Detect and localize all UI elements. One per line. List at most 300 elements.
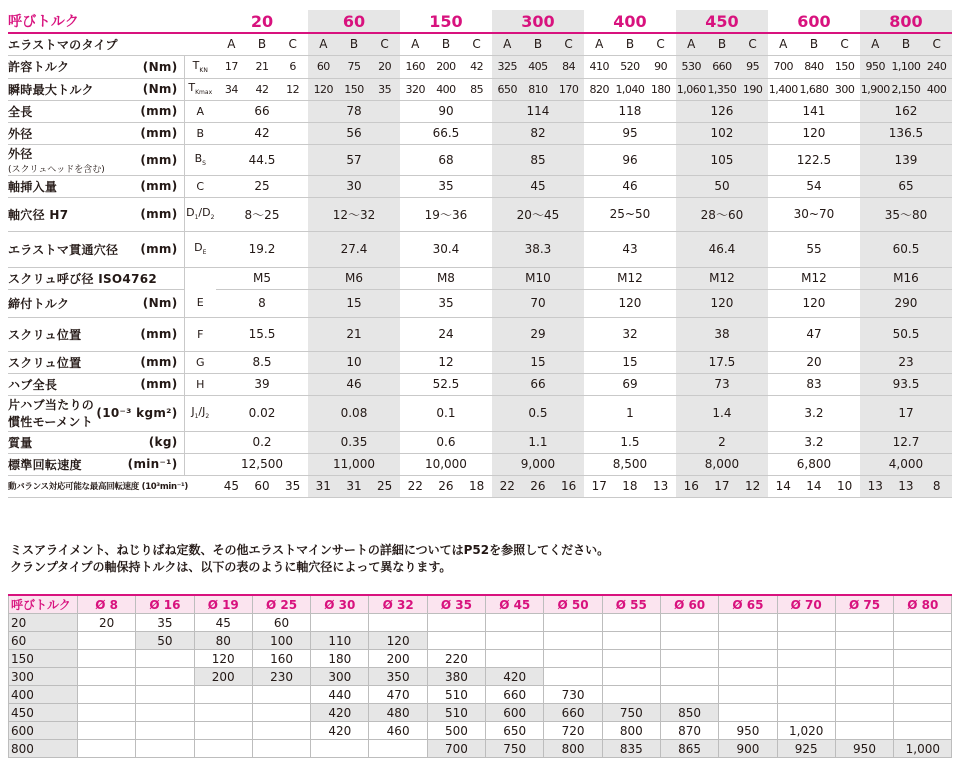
value-cell: 85 <box>461 78 492 100</box>
value-cell: 46 <box>308 373 400 395</box>
row-label-text: 外径 <box>8 126 33 141</box>
clamp-torque: 600 <box>9 722 78 740</box>
value-cell: 8,000 <box>676 453 768 475</box>
clamp-cell <box>719 704 777 722</box>
clamp-cell <box>835 632 893 650</box>
value-cell: 950 <box>860 55 891 78</box>
row-label-text: 許容トルク <box>8 60 70 74</box>
elastomer-type: A <box>860 33 891 55</box>
value-cell: 1.1 <box>492 431 584 453</box>
value-cell: 840 <box>799 55 830 78</box>
clamp-cell: 45 <box>194 614 252 632</box>
clamp-cell: 660 <box>486 686 544 704</box>
value-cell: 15.5 <box>216 317 308 351</box>
size-header: 150 <box>400 10 492 33</box>
clamp-cell <box>894 704 952 722</box>
diameter-header: Ø 45 <box>486 595 544 614</box>
value-cell: 12～32 <box>308 197 400 231</box>
value-cell: 12.7 <box>860 431 952 453</box>
symbol-cell <box>184 144 216 175</box>
clamp-cell <box>194 740 252 758</box>
row-label-text: 締付トルク <box>8 296 70 311</box>
value-cell: 650 <box>492 78 523 100</box>
value-cell: M8 <box>400 267 492 289</box>
clamp-cell: 160 <box>252 650 310 668</box>
symbol: E <box>196 296 204 310</box>
header-corner: 呼びトルク <box>8 10 216 33</box>
value-cell: 25~50 <box>584 197 676 231</box>
clamp-cell: 850 <box>660 704 718 722</box>
value-cell: 19～36 <box>400 197 492 231</box>
diameter-header: Ø 30 <box>311 595 369 614</box>
clamp-cell: 730 <box>544 686 602 704</box>
row-label-text: 標準回転速度 <box>8 457 82 472</box>
row-unit: (mm) <box>140 179 178 193</box>
symbol-cell <box>184 373 216 395</box>
value-cell: 400 <box>921 78 952 100</box>
clamp-cell <box>486 614 544 632</box>
row-label <box>8 395 184 431</box>
value-cell: 28～60 <box>676 197 768 231</box>
value-cell: 52.5 <box>400 373 492 395</box>
clamp-torque: 60 <box>9 632 78 650</box>
value-cell: 240 <box>921 55 952 78</box>
value-cell: 1,040 <box>615 78 646 100</box>
row-label: エラストマのタイプ <box>8 33 216 55</box>
clamp-cell <box>136 722 194 740</box>
value-cell: 150 <box>339 78 370 100</box>
row-unit: (Nm) <box>142 82 178 96</box>
value-cell: 50.5 <box>860 317 952 351</box>
row-unit: (Nm) <box>142 296 178 310</box>
value-cell: 35 <box>369 78 400 100</box>
value-cell: 12,500 <box>216 453 308 475</box>
value-cell: 120 <box>768 289 860 317</box>
symbol-cell <box>184 453 216 475</box>
clamp-cell <box>311 614 369 632</box>
value-cell: 57 <box>308 144 400 175</box>
value-cell: 150 <box>829 55 860 78</box>
clamp-cell <box>719 668 777 686</box>
row-unit: (10⁻³ kgm²) <box>96 406 178 420</box>
symbol: H <box>196 377 205 391</box>
row-label <box>8 55 184 78</box>
clamp-cell: 1,000 <box>894 740 952 758</box>
clamp-cell: 200 <box>194 668 252 686</box>
clamp-torque: 450 <box>9 704 78 722</box>
row-unit: (mm) <box>140 104 178 118</box>
value-cell: 31 <box>339 475 370 497</box>
value-cell: 118 <box>584 100 676 122</box>
value-cell: 45 <box>216 475 247 497</box>
clamp-cell <box>78 650 136 668</box>
value-cell: 66 <box>492 373 584 395</box>
row-label-text: スクリュ位置 <box>8 327 82 342</box>
clamp-cell: 750 <box>486 740 544 758</box>
clamp-cell <box>486 632 544 650</box>
clamp-cell: 510 <box>427 704 485 722</box>
symbol: B <box>194 151 203 165</box>
value-cell: 15 <box>492 351 584 373</box>
clamp-cell: 950 <box>835 740 893 758</box>
clamp-cell <box>894 614 952 632</box>
clamp-torque: 400 <box>9 686 78 704</box>
value-cell: 12 <box>277 78 308 100</box>
value-cell: M12 <box>676 267 768 289</box>
value-cell: 136.5 <box>860 122 952 144</box>
value-cell: 31 <box>308 475 339 497</box>
clamp-cell <box>252 722 310 740</box>
value-cell: 405 <box>523 55 554 78</box>
value-cell: 3.2 <box>768 431 860 453</box>
row-unit: (kg) <box>148 435 178 449</box>
diameter-header: Ø 75 <box>835 595 893 614</box>
value-cell: 21 <box>247 55 278 78</box>
value-cell: 530 <box>676 55 707 78</box>
value-cell: 60.5 <box>860 231 952 267</box>
row-label <box>8 231 184 267</box>
clamp-cell <box>602 632 660 650</box>
clamp-cell <box>777 650 835 668</box>
symbol-cell <box>184 267 216 289</box>
value-cell: 8,500 <box>584 453 676 475</box>
symbol-cell <box>184 175 216 197</box>
clamp-cell: 900 <box>719 740 777 758</box>
row-label-text: スクリュ位置 <box>8 355 82 370</box>
elastomer-type: C <box>829 33 860 55</box>
clamp-cell <box>719 614 777 632</box>
clamp-torque: 800 <box>9 740 78 758</box>
clamp-cell <box>894 686 952 704</box>
row-label-sub: (スクリュヘッドを含む) <box>8 164 105 175</box>
value-cell: 55 <box>768 231 860 267</box>
value-cell: 17 <box>707 475 738 497</box>
value-cell: 35 <box>400 289 492 317</box>
clamp-cell <box>719 686 777 704</box>
value-cell: 17 <box>216 55 247 78</box>
clamp-cell <box>660 614 718 632</box>
value-cell: 35 <box>400 175 492 197</box>
size-header: 600 <box>768 10 860 33</box>
symbol: A <box>196 104 205 118</box>
clamp-cell <box>136 704 194 722</box>
value-cell: 1,350 <box>707 78 738 100</box>
clamp-cell: 220 <box>427 650 485 668</box>
value-cell: 1,400 <box>768 78 799 100</box>
value-cell: 8.5 <box>216 351 308 373</box>
symbol-2: /D <box>198 206 211 220</box>
clamp-cell: 20 <box>78 614 136 632</box>
value-cell: 22 <box>400 475 431 497</box>
value-cell: 35～80 <box>860 197 952 231</box>
symbol: D <box>194 241 203 255</box>
clamp-cell <box>777 668 835 686</box>
value-cell: 0.2 <box>216 431 308 453</box>
row-label-text: 片ハブ当たりの <box>8 398 95 412</box>
symbol-sub-2: 2 <box>205 413 210 421</box>
size-header: 400 <box>584 10 676 33</box>
clamp-cell <box>894 668 952 686</box>
row-label <box>8 431 184 453</box>
value-cell: M16 <box>860 267 952 289</box>
clamp-cell: 420 <box>311 704 369 722</box>
value-cell: 70 <box>492 289 584 317</box>
value-cell: 82 <box>492 122 584 144</box>
value-cell: 45 <box>492 175 584 197</box>
row-label <box>8 453 184 475</box>
row-label-text: 質量 <box>8 435 33 450</box>
row-unit: (min⁻¹) <box>127 457 178 471</box>
row-label <box>8 351 184 373</box>
row-label <box>8 122 184 144</box>
elastomer-type: B <box>615 33 646 55</box>
clamp-cell: 380 <box>427 668 485 686</box>
elastomer-type: B <box>431 33 462 55</box>
value-cell: 820 <box>584 78 615 100</box>
symbol-sub: Kmax <box>195 89 213 97</box>
clamp-cell: 110 <box>311 632 369 650</box>
clamp-cell <box>602 686 660 704</box>
value-cell: 102 <box>676 122 768 144</box>
clamp-cell <box>78 632 136 650</box>
value-cell: 83 <box>768 373 860 395</box>
row-label <box>8 100 184 122</box>
symbol: T <box>188 81 196 95</box>
symbol-cell <box>184 122 216 144</box>
value-cell: 90 <box>400 100 492 122</box>
value-cell: 0.5 <box>492 395 584 431</box>
diameter-header: Ø 25 <box>252 595 310 614</box>
symbol-cell <box>184 431 216 453</box>
clamp-cell <box>602 650 660 668</box>
clamp-cell <box>777 686 835 704</box>
value-cell: 68 <box>400 144 492 175</box>
elastomer-type: B <box>799 33 830 55</box>
clamp-cell <box>602 614 660 632</box>
value-cell: M10 <box>492 267 584 289</box>
spec-table <box>8 10 952 498</box>
clamp-cell: 1,020 <box>777 722 835 740</box>
clamp-cell <box>777 632 835 650</box>
symbol-sub: 1 <box>194 214 199 222</box>
value-cell: 0.35 <box>308 431 400 453</box>
row-label <box>8 373 184 395</box>
clamp-cell: 50 <box>136 632 194 650</box>
clamp-cell <box>136 650 194 668</box>
clamp-cell <box>78 668 136 686</box>
clamp-cell: 420 <box>486 668 544 686</box>
value-cell: 26 <box>523 475 554 497</box>
clamp-cell <box>835 668 893 686</box>
value-cell: 9,000 <box>492 453 584 475</box>
clamp-torque-table <box>8 594 952 758</box>
value-cell: 20～45 <box>492 197 584 231</box>
size-header: 60 <box>308 10 400 33</box>
row-label <box>8 289 184 317</box>
clamp-cell: 870 <box>660 722 718 740</box>
row-label-text: エラストマ貫通穴径 <box>8 242 119 257</box>
value-cell: 17 <box>584 475 615 497</box>
elastomer-type: A <box>492 33 523 55</box>
value-cell: 1,060 <box>676 78 707 100</box>
value-cell: 21 <box>308 317 400 351</box>
clamp-cell <box>78 704 136 722</box>
symbol: C <box>196 179 205 193</box>
clamp-cell: 460 <box>369 722 427 740</box>
clamp-cell <box>777 704 835 722</box>
row-label: 動バランス対応可能な最高回転速度 (10³min⁻¹) <box>8 475 216 497</box>
size-header: 450 <box>676 10 768 33</box>
elastomer-type: A <box>584 33 615 55</box>
symbol-cell <box>184 289 216 317</box>
value-cell: 78 <box>308 100 400 122</box>
value-cell: 32 <box>584 317 676 351</box>
value-cell: 1,900 <box>860 78 891 100</box>
symbol-cell <box>184 100 216 122</box>
clamp-cell: 350 <box>369 668 427 686</box>
value-cell: 30 <box>308 175 400 197</box>
clamp-cell <box>136 668 194 686</box>
row-unit: (mm) <box>140 355 178 369</box>
value-cell: 42 <box>247 78 278 100</box>
value-cell: 25 <box>216 175 308 197</box>
value-cell: 75 <box>339 55 370 78</box>
clamp-cell <box>252 740 310 758</box>
row-label-text: 外径 <box>8 146 33 161</box>
clamp-cell: 440 <box>311 686 369 704</box>
clamp-cell <box>311 740 369 758</box>
value-cell: 15 <box>308 289 400 317</box>
clamp-cell: 835 <box>602 740 660 758</box>
value-cell: 93.5 <box>860 373 952 395</box>
value-cell: 0.1 <box>400 395 492 431</box>
value-cell: 400 <box>431 78 462 100</box>
value-cell: 1.4 <box>676 395 768 431</box>
symbol-cell <box>184 55 216 78</box>
clamp-cell <box>544 614 602 632</box>
clamp-cell: 660 <box>544 704 602 722</box>
value-cell: 20 <box>768 351 860 373</box>
value-cell: 54 <box>768 175 860 197</box>
elastomer-type: B <box>707 33 738 55</box>
clamp-cell <box>777 614 835 632</box>
clamp-cell: 300 <box>311 668 369 686</box>
value-cell: 30~70 <box>768 197 860 231</box>
row-label-line2: 慣性モーメント <box>8 415 94 429</box>
value-cell: 8 <box>921 475 952 497</box>
value-cell: 180 <box>645 78 676 100</box>
value-cell: 27.4 <box>308 231 400 267</box>
value-cell: 0.02 <box>216 395 308 431</box>
row-label <box>8 78 184 100</box>
clamp-cell <box>719 650 777 668</box>
clamp-cell: 480 <box>369 704 427 722</box>
row-label-text: ハブ全長 <box>8 377 58 392</box>
value-cell: 14 <box>799 475 830 497</box>
value-cell: M12 <box>768 267 860 289</box>
value-cell: 120 <box>308 78 339 100</box>
symbol-2: /J <box>198 405 206 419</box>
value-cell: 1.5 <box>584 431 676 453</box>
row-unit: (mm) <box>140 327 178 341</box>
row-label <box>8 197 184 231</box>
diameter-header: Ø 16 <box>136 595 194 614</box>
elastomer-type: A <box>400 33 431 55</box>
clamp-cell: 120 <box>194 650 252 668</box>
clamp-cell <box>427 614 485 632</box>
value-cell: 20 <box>369 55 400 78</box>
symbol-sub: E <box>202 249 207 257</box>
row-unit: (mm) <box>140 242 178 256</box>
value-cell: 10 <box>308 351 400 373</box>
size-header: 800 <box>860 10 952 33</box>
clamp-cell <box>369 740 427 758</box>
symbol: J <box>191 405 195 419</box>
clamp-cell: 650 <box>486 722 544 740</box>
value-cell: 16 <box>553 475 584 497</box>
clamp-cell: 60 <box>252 614 310 632</box>
value-cell: M12 <box>584 267 676 289</box>
value-cell: 46 <box>584 175 676 197</box>
value-cell: 325 <box>492 55 523 78</box>
value-cell: 12 <box>400 351 492 373</box>
value-cell: 25 <box>369 475 400 497</box>
notes <box>10 542 609 576</box>
value-cell: 1 <box>584 395 676 431</box>
clamp-cell <box>894 722 952 740</box>
value-cell: 17.5 <box>676 351 768 373</box>
diameter-header: Ø 35 <box>427 595 485 614</box>
clamp-cell: 800 <box>544 740 602 758</box>
clamp-cell <box>544 650 602 668</box>
value-cell: 30.4 <box>400 231 492 267</box>
elastomer-type: C <box>461 33 492 55</box>
clamp-cell <box>894 632 952 650</box>
symbol-cell <box>184 231 216 267</box>
clamp-cell <box>544 632 602 650</box>
row-label-text: 軸挿入量 <box>8 179 58 194</box>
value-cell: 2 <box>676 431 768 453</box>
value-cell: 162 <box>860 100 952 122</box>
value-cell: 90 <box>645 55 676 78</box>
elastomer-type: C <box>369 33 400 55</box>
value-cell: 13 <box>891 475 922 497</box>
elastomer-type: A <box>216 33 247 55</box>
symbol-cell <box>184 78 216 100</box>
clamp-header-corner: 呼びトルク <box>9 595 78 614</box>
value-cell: 95 <box>584 122 676 144</box>
clamp-cell <box>136 686 194 704</box>
value-cell: 22 <box>492 475 523 497</box>
clamp-cell <box>369 614 427 632</box>
clamp-cell <box>136 740 194 758</box>
value-cell: 95 <box>737 55 768 78</box>
value-cell: 35 <box>277 475 308 497</box>
clamp-cell <box>252 704 310 722</box>
clamp-cell <box>194 686 252 704</box>
clamp-cell <box>835 686 893 704</box>
clamp-cell <box>835 704 893 722</box>
row-label <box>8 317 184 351</box>
clamp-cell: 510 <box>427 686 485 704</box>
value-cell: 17 <box>860 395 952 431</box>
diameter-header: Ø 65 <box>719 595 777 614</box>
clamp-cell <box>660 668 718 686</box>
row-unit: (Nm) <box>142 59 178 74</box>
elastomer-type: C <box>645 33 676 55</box>
value-cell: 56 <box>308 122 400 144</box>
clamp-cell: 120 <box>369 632 427 650</box>
